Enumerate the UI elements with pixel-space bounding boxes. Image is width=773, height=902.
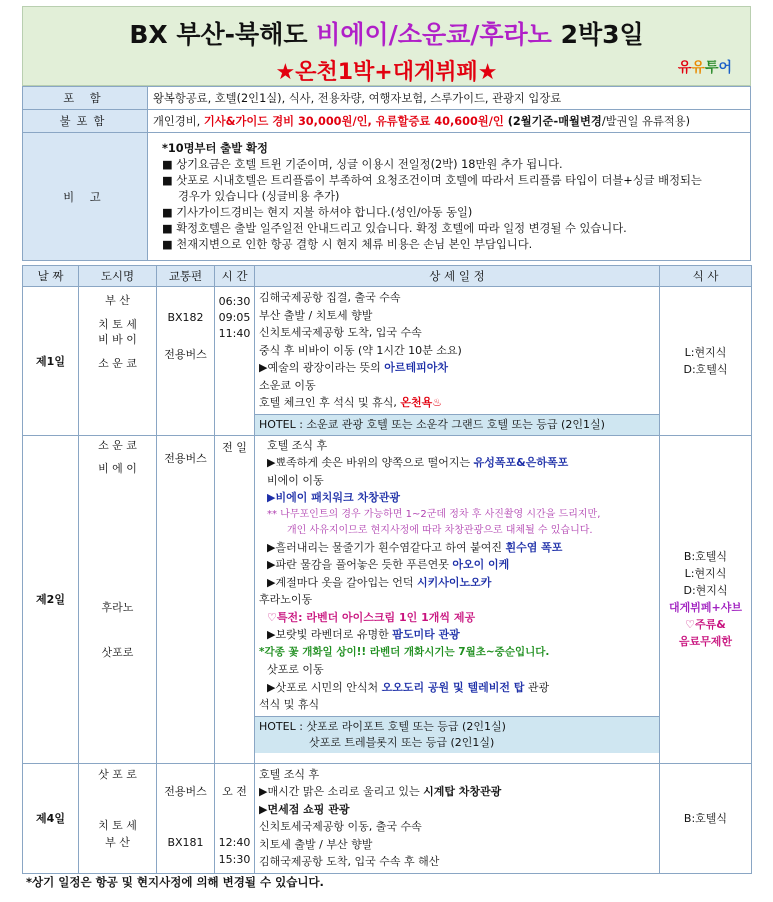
- page-subtitle: ★온천1박+대게뷔페★: [275, 60, 498, 85]
- time-cell: 전 일: [215, 435, 255, 763]
- day-row: [23, 763, 752, 873]
- col-header-date: 날 짜: [23, 266, 79, 287]
- exclude-label: 불포함: [23, 110, 148, 133]
- title-destinations: 비에이/소운쿄/후라노: [316, 20, 552, 49]
- col-header-city: 도시명: [79, 266, 157, 287]
- day-row: [23, 287, 752, 436]
- include-text: 왕복항공료, 호텔(2인1실), 식사, 전용차량, 여행자보험, 스루가이드, 관광지 입장료: [148, 87, 751, 110]
- hotel-info: HOTEL : 소운쿄 관광 호텔 또는 소운각 그랜드 호텔 또는 등급 (2인1실): [255, 414, 659, 435]
- footnote: *상기 일정은 항공 및 현지사정에 의해 변경될 수 있습니다.: [26, 875, 324, 889]
- time-cell: 06:30 09:05 11:40: [215, 287, 255, 436]
- remark-line: 경우가 있습니다 (싱글비용 추가): [178, 189, 340, 203]
- col-header-transport: 교통편: [157, 266, 215, 287]
- col-header-detail: 상 세 일 정: [255, 266, 660, 287]
- day-label: 제2일: [23, 435, 79, 763]
- time-cell: 오 전 12:40 15:30: [215, 763, 255, 873]
- remark-line: ■ 삿포로 시내호텔은 트리플룸이 부족하여 요청조건이며 호텔에 따라서 트리플룸 타입이 더블+싱글 배정되는: [162, 173, 702, 187]
- meal-cell: B:호텔식 L:현지식 D:현지식 대게뷔페+샤브 ♡주류& 음료무제한: [660, 435, 752, 763]
- remark-line: ■ 기사가이드경비는 현지 지불 하셔야 합니다.(성인/아동 동일): [162, 205, 473, 219]
- remark-line: ■ 천재지변으로 인한 항공 결항 시 현지 체류 비용은 손님 본인 부담입니다.: [162, 237, 533, 251]
- city-cell: 부 산 치 토 세 비 바 이 소 운 쿄: [79, 287, 157, 436]
- remark-line: *10명부터 출발 확정: [162, 141, 268, 155]
- title-banner: [22, 6, 751, 86]
- meal-cell: L:현지식 D:호텔식: [660, 287, 752, 436]
- exclude-text: 개인경비, 기사&가이드 경비 30,000원/인, 유류할증료 40,600원/인 (2월기준-매월변경/발권일 유류적용): [148, 110, 751, 133]
- day-label: 제1일: [23, 287, 79, 436]
- transport-cell: 전용버스 BX181: [157, 763, 215, 873]
- city-cell: 소 운 쿄 비 에 이 후라노 삿포로: [79, 435, 157, 763]
- remark-line: ■ 상기요금은 호텔 트윈 기준이며, 싱글 이용시 전일정(2박) 18만원 추가 됩니다.: [162, 157, 563, 171]
- title-duration: 2박3일: [560, 20, 644, 49]
- city-cell: 삿 포 로 치 토 세 부 산: [79, 763, 157, 873]
- day-row: [23, 435, 752, 763]
- remark-label: 비 고: [23, 133, 148, 261]
- detail-cell: 호텔 조식 후 ▶매시간 맑은 소리로 울리고 있는 시계탑 차창관광 ▶면세점 쇼핑 관광 신치토세국제공항 이동, 출국 수속 치토세 출발 / 부산 향발 김해국제공항 도착, 입국 수속 후 해산: [255, 763, 660, 873]
- detail-cell: 호텔 조식 후 ▶뾰족하게 솟은 바위의 양쪽으로 떨어지는 유성폭포&은하폭포 비에이 이동 ▶비에이 패치워크 차창관광 ** 나무포인트의 경우 가능하면 1~2군데 정차 후 사진촬영 시간을 드리지만, 개인 사유지이므로 현지사정에 따라 차창관광으로 대체될 수 있습니다. ▶흘러내리는 물줄기가 흰수염같다고 하여 붙여진 흰수염 폭포 ▶파란 물감을 풀어놓은 듯한 푸른연못 아오이 이케 ▶계절마다 옷을 갈아입는 언덕 시키사이노오카 후라노이동 ♡특전: 라벤더 아이스크림 1인 1개씩 제공 ▶보랏빛 라벤더로 유명한 팜도미타 관광 *각종 꽃 개화일 상이!! 라벤더 개화시기는 7월초~중순입니다. 삿포로 이동 ▶삿포로 시민의 안식처 오오도리 공원 및 텔레비전 탑 관광 석식 및 휴식 HOTEL : 삿포로 라이포트 호텔 또는 등급 (2인1실) 삿포로 트레블롯지 또는 등급 (2인1실): [255, 435, 660, 763]
- company-logo: 유유투어: [677, 60, 732, 76]
- transport-cell: 전용버스: [157, 435, 215, 763]
- page-title: [23, 15, 750, 51]
- include-label: 포 함: [23, 87, 148, 110]
- remark-text: [148, 133, 751, 261]
- title-route: BX 부산-북해도: [129, 20, 308, 49]
- detail-cell: 김해국제공항 집결, 출국 수속 부산 출발 / 치토세 향발 신치토세국제공항 도착, 입국 수속 중식 후 비바이 이동 (약 1시간 10분 소요) ▶예술의 광장이라는 뜻의 아르테피아차 소운쿄 이동 호텔 체크인 후 석식 및 휴식, 온천욕♨ HOTEL : 소운쿄 관광 호텔 또는 소운각 그랜드 호텔 또는 등급 (2인1실): [255, 287, 660, 436]
- day-label: 제4일: [23, 763, 79, 873]
- transport-cell: BX182 전용버스: [157, 287, 215, 436]
- col-header-time: 시 간: [215, 266, 255, 287]
- info-table: [22, 86, 751, 261]
- col-header-meal: 식 사: [660, 266, 752, 287]
- hotel-info: HOTEL : 삿포로 라이포트 호텔 또는 등급 (2인1실) 삿포로 트레블롯지 또는 등급 (2인1실): [255, 716, 659, 753]
- schedule-table: [22, 265, 752, 874]
- meal-cell: B:호텔식: [660, 763, 752, 873]
- remark-line: ■ 확정호텔은 출발 일주일전 안내드리고 있습니다. 확정 호텔에 따라 일정 변경될 수 있습니다.: [162, 221, 627, 235]
